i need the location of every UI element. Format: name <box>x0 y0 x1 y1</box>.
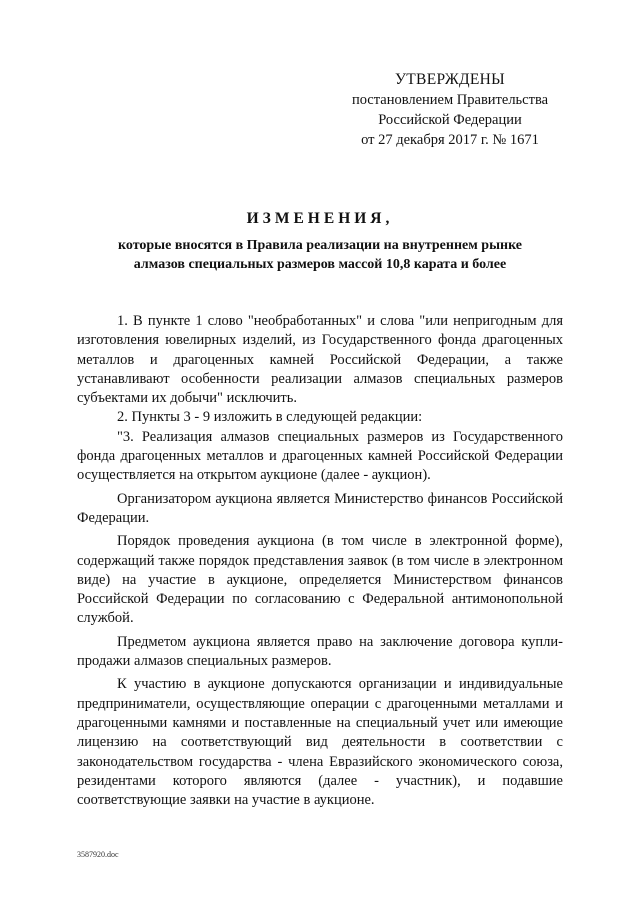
paragraph-1: 1. В пункте 1 слово "необработанных" и слова "или непригодным для изготовления ювелирных изделий, из Государственного фонда драгоценных металлов и драгоценных камней Российской Федерации, а также устанавливают особенности реализации алмазов специальных размеров субъектами их добычи" исключить. <box>77 313 563 407</box>
heading-subtitle-line-2: алмазов специальных размеров массой 10,8 карата и более <box>133 257 507 272</box>
document-heading <box>0 210 640 274</box>
paragraph-7: К участию в аукционе допускаются организации и индивидуальные предприниматели, осуществляющие операции с драгоценными металлами и драгоценными камнями и поставленные на специальный учет или имеющие лицензию на соответствующий вид деятельности в соответствии с законодательством государства - члена Евразийского экономического союза, резидентами которого являются (далее - участник), и подавшие соответствующие заявки на участие в аукционе. <box>77 676 563 809</box>
approval-line-3: от 27 декабря 2017 г. № 1671 <box>361 132 539 148</box>
document-body <box>77 312 563 810</box>
heading-title: ИЗМЕНЕНИЯ, <box>246 210 394 227</box>
approval-block <box>300 70 600 150</box>
footer-doc-id: 3587920.doc <box>77 850 119 859</box>
heading-subtitle-line-1: которые вносятся в Правила реализации на внутреннем рынке <box>118 238 522 253</box>
paragraph-3: "3. Реализация алмазов специальных размеров из Государственного фонда драгоценных металлов и драгоценных камней Российской Федерации осуществляется на открытом аукционе (далее - аукцион). <box>77 428 563 484</box>
approval-title: УТВЕРЖДЕНЫ <box>395 71 505 88</box>
approval-line-2: Российской Федерации <box>378 112 522 128</box>
paragraph-6: Предметом аукциона является право на заключение договора купли-продажи алмазов специальных размеров. <box>77 633 563 670</box>
paragraph-5: Порядок проведения аукциона (в том числе в электронной форме), содержащий также порядок представления заявок (в том числе в электронном виде) на участие в аукционе, определяется Министерством финансов Российской Федерации по согласованию с Федеральной антимонопольной службой. <box>77 533 563 627</box>
paragraph-2: 2. Пункты 3 - 9 изложить в следующей редакции: <box>117 409 423 426</box>
paragraph-4: Организатором аукциона является Министерство финансов Российской Федерации. <box>77 490 563 526</box>
approval-line-1: постановлением Правительства <box>351 92 549 108</box>
